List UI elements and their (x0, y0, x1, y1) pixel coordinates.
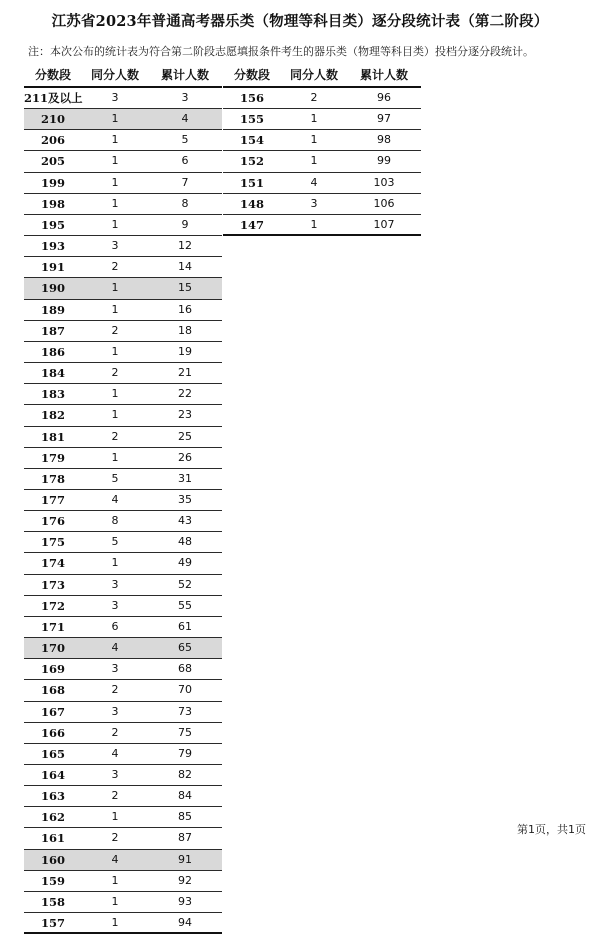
table-row (24, 151, 222, 172)
score-cell: 181 (40, 429, 65, 444)
cumulative-cell: 85 (178, 810, 192, 824)
score-cell: 177 (40, 492, 65, 507)
cumulative-cell: 93 (178, 894, 192, 908)
same-count-cell: 3 (111, 239, 119, 253)
score-cell: 195 (40, 217, 65, 232)
same-count-cell: 1 (111, 217, 119, 231)
table-row (223, 88, 421, 109)
cumulative-cell: 73 (178, 704, 192, 718)
table-row (24, 130, 222, 151)
table-header (223, 64, 421, 88)
cumulative-cell: 6 (181, 154, 189, 168)
cumulative-cell: 107 (373, 217, 395, 231)
score-cell: 187 (40, 323, 65, 338)
table-body (223, 88, 421, 236)
table-row (24, 321, 222, 342)
table-row (24, 850, 222, 871)
same-count-cell: 3 (111, 768, 119, 781)
cumulative-cell: 48 (178, 535, 192, 549)
score-cell: 206 (40, 133, 65, 148)
same-count-cell: 2 (111, 260, 119, 274)
same-count-cell: 1 (310, 154, 318, 168)
same-count-cell: 2 (310, 91, 318, 104)
cumulative-cell: 14 (178, 260, 192, 274)
table-row (24, 659, 222, 680)
cumulative-cell: 23 (178, 408, 192, 422)
cumulative-cell: 22 (178, 387, 192, 401)
score-cell: 210 (40, 112, 65, 127)
table-row (24, 765, 222, 786)
table-row (24, 786, 222, 807)
table-row (223, 151, 421, 172)
header-same-count: 同分人数 (289, 68, 338, 82)
score-cell: 162 (40, 810, 65, 825)
score-cell: 158 (40, 894, 65, 909)
same-count-cell: 3 (111, 704, 119, 718)
same-count-cell: 3 (111, 577, 119, 591)
same-count-cell: 1 (111, 281, 119, 295)
page-title: 江苏省2023年普通高考器乐类（物理等科目类）逐分段统计表（第二阶段） (51, 13, 549, 30)
cumulative-cell: 96 (377, 91, 391, 104)
cumulative-cell: 12 (178, 239, 192, 253)
score-cell: 205 (40, 154, 65, 169)
same-count-cell: 1 (310, 133, 318, 147)
score-cell: 156 (239, 91, 264, 105)
cumulative-cell: 15 (178, 281, 192, 295)
cumulative-cell: 55 (178, 598, 192, 612)
score-cell: 166 (40, 725, 65, 740)
score-cell: 147 (239, 217, 264, 232)
table-row (223, 215, 421, 236)
cumulative-cell: 92 (178, 873, 192, 887)
score-cell: 152 (239, 154, 264, 169)
table-row (24, 575, 222, 596)
same-count-cell: 4 (111, 852, 119, 866)
same-count-cell: 1 (310, 112, 318, 126)
table-row (24, 257, 222, 278)
same-count-cell: 3 (111, 91, 119, 104)
same-count-cell: 1 (111, 916, 119, 930)
table-row (24, 384, 222, 405)
cumulative-cell: 26 (178, 450, 192, 464)
cumulative-cell: 99 (377, 154, 391, 168)
table-row (24, 892, 222, 913)
same-count-cell: 4 (111, 641, 119, 655)
score-cell: 163 (40, 789, 65, 804)
score-cell: 184 (40, 366, 65, 381)
cumulative-cell: 61 (178, 619, 192, 633)
score-cell: 199 (40, 175, 65, 190)
same-count-cell: 1 (111, 112, 119, 126)
table-row (24, 828, 222, 849)
score-cell: 161 (40, 831, 65, 846)
table-row (24, 278, 222, 299)
score-cell: 173 (40, 577, 65, 592)
cumulative-cell: 70 (178, 683, 192, 697)
same-count-cell: 1 (111, 810, 119, 824)
table-row (24, 532, 222, 553)
table-row (24, 300, 222, 321)
table-row (24, 109, 222, 130)
score-cell: 175 (40, 535, 65, 550)
same-count-cell: 4 (310, 175, 318, 189)
score-cell: 176 (40, 514, 65, 529)
same-count-cell: 4 (111, 746, 119, 760)
table-row (24, 342, 222, 363)
cumulative-cell: 25 (178, 429, 192, 443)
same-count-cell: 2 (111, 725, 119, 739)
same-count-cell: 1 (111, 387, 119, 401)
same-count-cell: 1 (111, 133, 119, 147)
table-row (24, 702, 222, 723)
header-same-count: 同分人数 (90, 68, 139, 82)
same-count-cell: 1 (111, 894, 119, 908)
same-count-cell: 2 (111, 831, 119, 845)
cumulative-cell: 87 (178, 831, 192, 845)
cumulative-cell: 103 (373, 175, 395, 189)
same-count-cell: 2 (111, 366, 119, 380)
header-cumulative: 累计人数 (359, 68, 408, 82)
table-row (24, 913, 222, 934)
header-score: 分数段 (34, 68, 71, 82)
score-cell: 182 (40, 408, 65, 423)
score-cell: 190 (40, 281, 65, 296)
cumulative-cell: 65 (178, 641, 192, 655)
cumulative-cell: 82 (178, 768, 192, 781)
same-count-cell: 1 (111, 556, 119, 570)
same-count-cell: 5 (111, 471, 119, 485)
table-row (24, 638, 222, 659)
score-cell: 164 (40, 768, 65, 782)
cumulative-cell: 7 (181, 175, 189, 189)
table-row (24, 427, 222, 448)
score-cell: 154 (239, 133, 264, 148)
table-row (24, 88, 222, 109)
same-count-cell: 1 (111, 175, 119, 189)
cumulative-cell: 5 (181, 133, 189, 147)
same-count-cell: 1 (111, 450, 119, 464)
cumulative-cell: 35 (178, 492, 192, 506)
table-row (24, 723, 222, 744)
same-count-cell: 6 (111, 619, 119, 633)
score-cell: 211及以上 (24, 91, 83, 105)
same-count-cell: 2 (111, 789, 119, 803)
same-count-cell: 2 (111, 683, 119, 697)
cumulative-cell: 16 (178, 302, 192, 316)
cumulative-cell: 68 (178, 662, 192, 676)
score-cell: 198 (40, 196, 65, 211)
score-cell: 151 (239, 175, 264, 190)
score-cell: 193 (40, 239, 65, 254)
same-count-cell: 1 (111, 408, 119, 422)
cumulative-cell: 84 (178, 789, 192, 803)
table-body (24, 88, 222, 934)
table-row (24, 680, 222, 701)
table-row (223, 173, 421, 194)
cumulative-cell: 97 (377, 112, 391, 126)
table-row (24, 596, 222, 617)
same-count-cell: 3 (111, 598, 119, 612)
cumulative-cell: 31 (178, 471, 192, 485)
same-count-cell: 1 (111, 873, 119, 887)
cumulative-cell: 98 (377, 133, 391, 147)
table-row (24, 236, 222, 257)
header-score: 分数段 (233, 68, 270, 82)
table-row (24, 405, 222, 426)
table-row (223, 109, 421, 130)
score-cell: 169 (40, 662, 65, 677)
cumulative-cell: 18 (178, 323, 192, 337)
cumulative-cell: 75 (178, 725, 192, 739)
table-row (223, 130, 421, 151)
score-cell: 159 (40, 873, 65, 888)
same-count-cell: 1 (310, 217, 318, 231)
table-row (24, 469, 222, 490)
score-cell: 167 (40, 704, 65, 719)
same-count-cell: 4 (111, 492, 119, 506)
table-row (223, 194, 421, 215)
table-row (24, 363, 222, 384)
table-note: 注：本次公布的统计表为符合第二阶段志愿填报条件考生的器乐类（物理等科目类）投档分逐分段统计。 (28, 45, 534, 58)
cumulative-cell: 21 (178, 366, 192, 380)
score-cell: 186 (40, 344, 65, 359)
score-cell: 168 (40, 683, 65, 698)
score-cell: 189 (40, 302, 65, 317)
cumulative-cell: 91 (178, 852, 192, 866)
score-cell: 155 (239, 112, 264, 127)
same-count-cell: 3 (111, 662, 119, 676)
score-cell: 170 (40, 641, 65, 656)
score-table-right (223, 64, 421, 236)
score-cell: 179 (40, 450, 65, 465)
same-count-cell: 2 (111, 429, 119, 443)
score-cell: 191 (40, 260, 65, 275)
same-count-cell: 8 (111, 514, 119, 528)
table-row (24, 173, 222, 194)
cumulative-cell: 3 (181, 91, 189, 104)
table-row (24, 553, 222, 574)
score-cell: 174 (40, 556, 65, 571)
same-count-cell: 2 (111, 323, 119, 337)
score-cell: 148 (239, 196, 264, 211)
table-row (24, 807, 222, 828)
cumulative-cell: 19 (178, 344, 192, 358)
table-row (24, 490, 222, 511)
table-header (24, 64, 222, 88)
cumulative-cell: 43 (178, 514, 192, 528)
cumulative-cell: 79 (178, 746, 192, 760)
table-row (24, 511, 222, 532)
header-cumulative: 累计人数 (160, 68, 209, 82)
same-count-cell: 1 (111, 154, 119, 168)
score-cell: 171 (40, 619, 65, 634)
same-count-cell: 3 (310, 196, 318, 210)
cumulative-cell: 49 (178, 556, 192, 570)
table-row (24, 215, 222, 236)
score-table-left (24, 64, 222, 934)
cumulative-cell: 4 (181, 112, 189, 126)
score-cell: 183 (40, 387, 65, 402)
cumulative-cell: 52 (178, 577, 192, 591)
table-row (24, 871, 222, 892)
same-count-cell: 1 (111, 344, 119, 358)
cumulative-cell: 106 (373, 196, 395, 210)
same-count-cell: 5 (111, 535, 119, 549)
score-cell: 165 (40, 746, 65, 761)
cumulative-cell: 9 (181, 217, 189, 231)
cumulative-cell: 8 (181, 196, 189, 210)
table-row (24, 194, 222, 215)
cumulative-cell: 94 (178, 916, 192, 930)
table-row (24, 448, 222, 469)
score-cell: 178 (40, 471, 65, 486)
same-count-cell: 1 (111, 302, 119, 316)
table-row (24, 617, 222, 638)
score-cell: 157 (40, 916, 65, 931)
same-count-cell: 1 (111, 196, 119, 210)
table-row (24, 744, 222, 765)
page-footer: 第1页，共1页 (517, 823, 586, 836)
score-cell: 172 (40, 598, 65, 613)
score-cell: 160 (40, 852, 65, 867)
